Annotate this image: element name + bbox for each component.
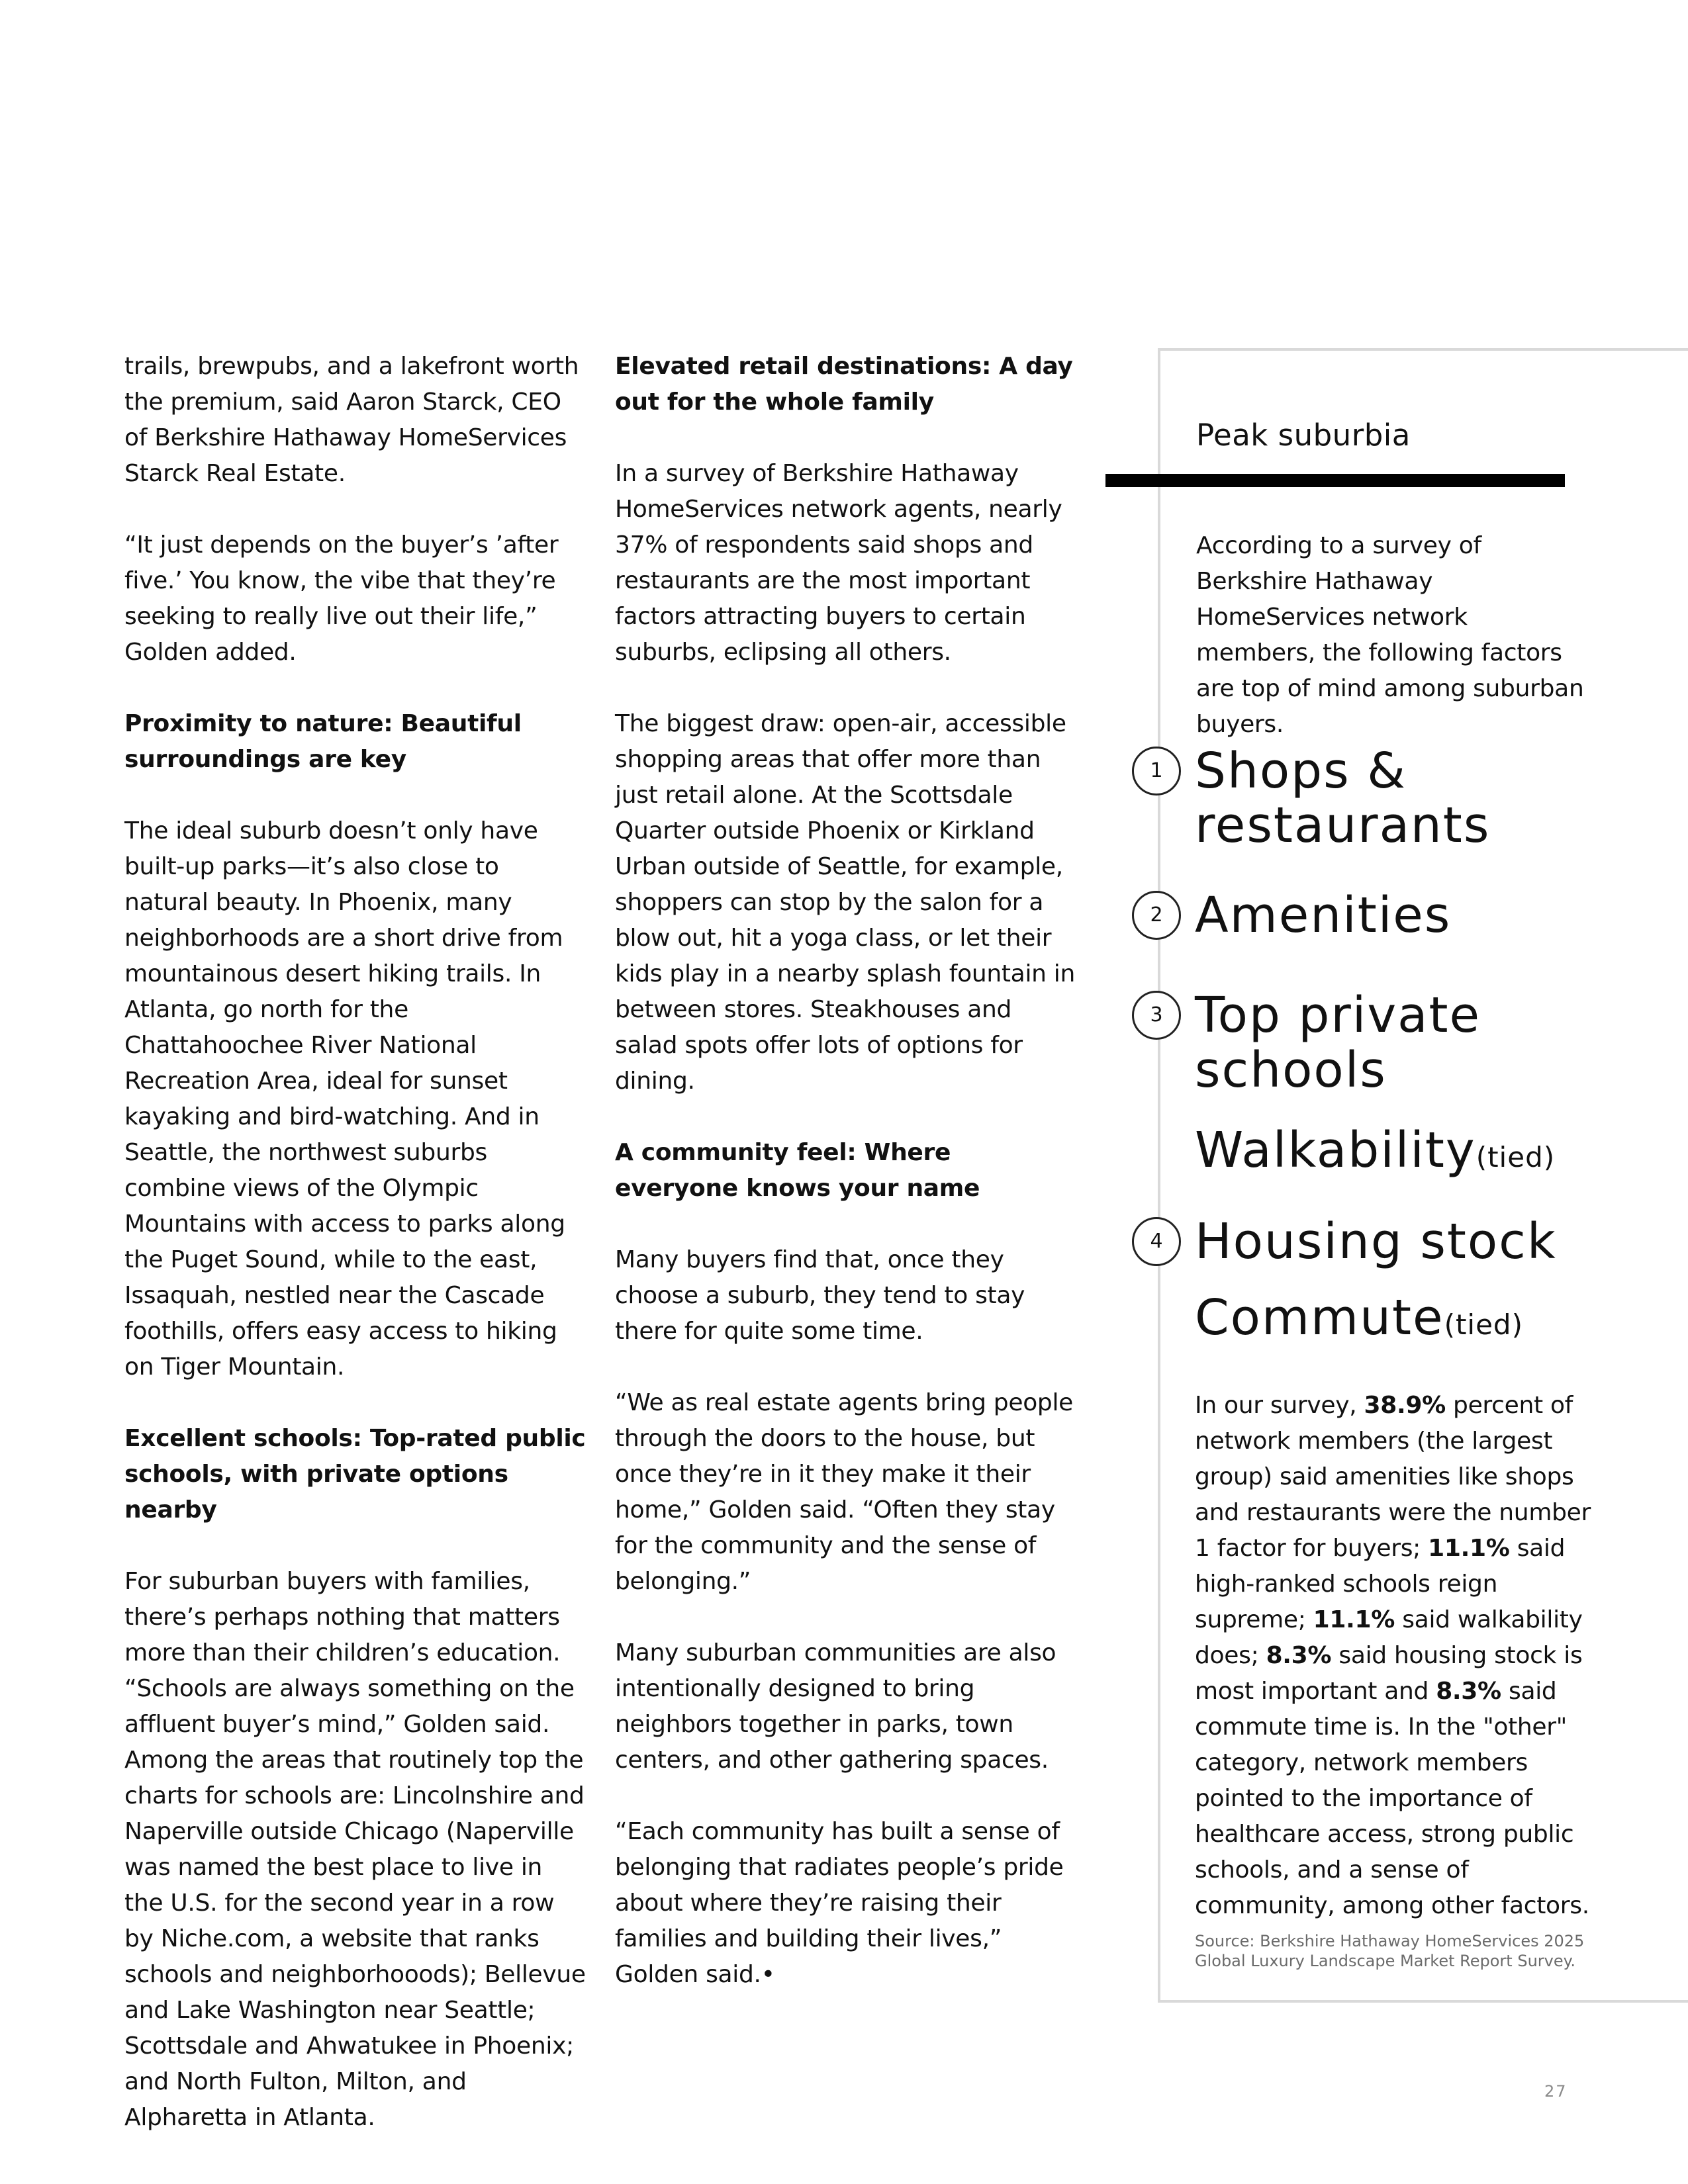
paragraph: Many suburban communities are also intentionally designed to bring neighbors together in parks, town centers, and other gathering spaces.	[615, 1639, 1056, 1774]
quote-paragraph: “We as real estate agents bring people through the doors to the house, but once they’re in it they make it their home,” Golden said. “Often they stay for the community and the sense of belonging.”	[615, 1389, 1074, 1595]
summary-stat: 8.3%	[1266, 1642, 1332, 1669]
summary-text: said housing stock is most important and	[1195, 1642, 1583, 1705]
rank-3-badge: 3	[1132, 991, 1181, 1040]
factor-shops-line1: Shops &	[1195, 743, 1407, 799]
quote-paragraph: “It just depends on the buyer’s ’after five.’ You know, the vibe that they’re seeking to really live out their life,” Golden added.	[124, 531, 559, 666]
rank-4-badge: 4	[1132, 1217, 1181, 1266]
paragraph: Many buyers find that, once they choose a suburb, they tend to stay there for quite some time.	[615, 1246, 1025, 1345]
page-number: 27	[1544, 2082, 1568, 2101]
summary-text: said commute time is. In the "other" category, network members pointed to the importance of healthcare access, strong public schools, and a sense of community, among other factors.	[1195, 1678, 1589, 1919]
paragraph: For suburban buyers with families, there’s perhaps nothing that matters more than their children’s education. “Schools are always something on the affluent buyer’s mind,” Golden said. Among the areas that routinely top the charts for schools are: Lincolnshire and Naperville outside Chicago (Naperville was named the best place to live in the U.S. for the second year in a row by Niche.com, a website that ranks schools and neighborhooods); Bellevue and Lake Washington near Seattle; Scottsdale and Ahwatukee in Phoenix; and North Fulton, Milton, and Alpharetta in Atlanta.	[124, 1568, 586, 2131]
sidebar-intro: According to a survey of Berkshire Hathaway HomeServices network members, the following factors are top of mind among suburban buyers.	[1196, 532, 1584, 738]
sidebar-summary	[1195, 1388, 1599, 1924]
section-heading-community: A community feel: Where everyone knows your name	[615, 1139, 980, 1202]
summary-text: said walkability does;	[1195, 1606, 1583, 1669]
section-heading-retail: Elevated retail destinations: A day out for the whole family	[615, 353, 1073, 416]
factor-housing-stock: Housing stock	[1195, 1213, 1557, 1270]
summary-text: said high-ranked schools reign supreme;	[1195, 1535, 1566, 1633]
paragraph: In a survey of Berkshire Hathaway HomeServices network agents, nearly 37% of respondents said shops and restaurants are the most important factors attracting buyers to certain suburbs, eclipsing all others.	[615, 460, 1062, 666]
paragraph: The biggest draw: open-air, accessible shopping areas that offer more than just retail alone. At the Scottsdale Quarter outside Phoenix or Kirkland Urban outside of Seattle, for example, shoppers can stop by the salon for a blow out, hit a yoga class, or let their kids play in a nearby splash fountain in between stores. Steakhouses and salad spots offer lots of options for dining.	[615, 710, 1076, 1095]
factor-walkability-label: Walkability	[1195, 1122, 1476, 1179]
factor-commute	[1195, 1291, 1523, 1352]
factor-commute-label: Commute	[1195, 1289, 1444, 1346]
section-heading-nature: Proximity to nature: Beautiful surroundings are key	[124, 710, 522, 773]
factor-amenities: Amenities	[1195, 887, 1452, 944]
source-note: Source: Berkshire Hathaway HomeServices 2025 Global Luxury Landscape Market Report Survey.	[1195, 1932, 1585, 1970]
factor-walkability	[1195, 1123, 1555, 1185]
tied-note: (tied)	[1444, 1308, 1523, 1341]
factor-schools-line2: schools	[1195, 1042, 1387, 1099]
summary-stat: 11.1%	[1428, 1535, 1510, 1562]
article-column-1	[124, 349, 588, 2171]
summary-stat: 38.9%	[1364, 1392, 1446, 1419]
section-heading-schools: Excellent schools: Top-rated public schools, with private options nearby	[124, 1425, 586, 1524]
summary-text: In our survey,	[1195, 1392, 1364, 1419]
paragraph: The ideal suburb doesn’t only have built-up parks—it’s also close to natural beauty. In Phoenix, many neighborhoods are a short drive from mountainous desert hiking trails. In Atlanta, go north for the Chattahoochee River National Recreation Area, ideal for sunset kayaking and bird-watching. And in Seattle, the northwest suburbs combine views of the Olympic Mountains with access to parks along the Puget Sound, while to the east, Issaquah, nestled near the Cascade foothills, offers easy access to hiking on Tiger Mountain.	[124, 817, 565, 1381]
factor-schools-line1: Top private	[1195, 987, 1481, 1044]
summary-stat: 8.3%	[1436, 1678, 1501, 1705]
paragraph: trails, brewpubs, and a lakefront worth the premium, said Aaron Starck, CEO of Berkshire Hathaway HomeServices Starck Real Estate.	[124, 353, 579, 487]
factor-shops-line2: restaurants	[1195, 797, 1491, 854]
rank-1-badge: 1	[1132, 747, 1181, 796]
summary-stat: 11.1%	[1313, 1606, 1395, 1633]
quote-paragraph: “Each community has built a sense of belonging that radiates people’s pride about where they’re raising their families and building their lives,” Golden said.•	[615, 1818, 1064, 1988]
sidebar-title: Peak suburbia	[1196, 418, 1411, 453]
summary-text: percent of network members (the largest group) said amenities like shops and restaurants were the number 1 factor for buyers;	[1195, 1392, 1591, 1562]
tied-note: (tied)	[1476, 1141, 1556, 1173]
article-column-2	[615, 349, 1078, 2028]
rank-2-badge: 2	[1132, 891, 1181, 940]
sidebar-divider	[1105, 474, 1565, 487]
